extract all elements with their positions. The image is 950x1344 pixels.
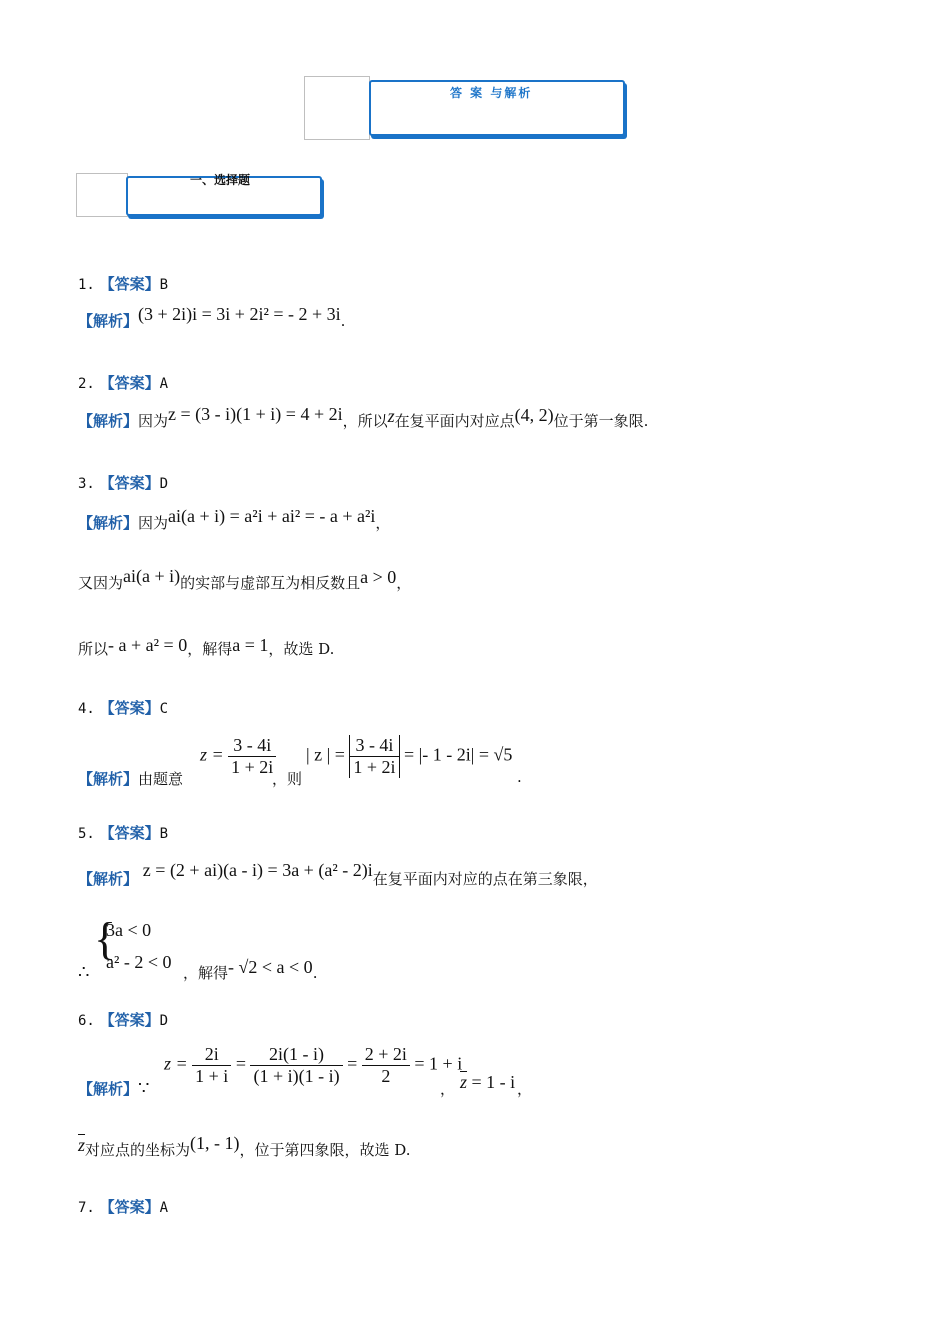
q6-fraction-1 bbox=[192, 1044, 231, 1087]
q5-brace: { bbox=[94, 913, 117, 964]
q3-l2-text-d: ， bbox=[396, 574, 412, 592]
q3-l3-text-d: ，故选 D. bbox=[268, 640, 335, 658]
q7-answer: A bbox=[159, 1200, 169, 1216]
q6-zbar: $\overline{z}$ bbox=[460, 1072, 468, 1092]
answer-label: 【答案】 bbox=[99, 699, 160, 717]
q6-l2-text-a: 对应点的坐标为 bbox=[85, 1141, 191, 1159]
q6-z-eq: z = bbox=[164, 1053, 188, 1074]
q5-solve-line bbox=[183, 957, 318, 983]
q3-l3-formula: - a + a² = 0 bbox=[108, 635, 188, 655]
q6-because: ∵ bbox=[138, 1078, 150, 1099]
q5-tail: . bbox=[312, 964, 318, 982]
q2-text-3: 在复平面内对应点 bbox=[394, 412, 515, 430]
q4-fraction bbox=[228, 735, 276, 778]
q1-tail: . bbox=[340, 312, 346, 330]
q6-comma-2: ， bbox=[517, 1080, 533, 1098]
q6-result: = 1 + i bbox=[414, 1053, 463, 1074]
q4-analysis-label bbox=[78, 768, 183, 789]
q1-answer: B bbox=[159, 277, 169, 293]
q3-l2-text-b: 的实部与虚部互为相反数且 bbox=[180, 574, 361, 592]
q3-answer-line bbox=[78, 472, 168, 493]
q2-number: 2. bbox=[78, 376, 95, 392]
q3-l3-sol: a = 1 bbox=[232, 635, 269, 655]
q1-formula: (3 + 2i)i = 3i + 2i² = - 2 + 3i bbox=[138, 304, 341, 324]
q6-eq-2: = bbox=[347, 1053, 358, 1074]
q3-line-2 bbox=[78, 566, 412, 593]
q3-l2-cond: a > 0 bbox=[360, 567, 397, 587]
q2-point: (4, 2) bbox=[514, 405, 554, 425]
q2-analysis-line bbox=[78, 404, 649, 431]
q6-number: 6. bbox=[78, 1013, 95, 1029]
q4-z-eq: z = bbox=[200, 744, 224, 765]
answer-label: 【答案】 bbox=[99, 824, 160, 842]
q4-denominator: 1 + 2i bbox=[231, 757, 274, 777]
header-title: 答 案 与解析 bbox=[450, 86, 533, 100]
q5-answer: B bbox=[159, 826, 169, 842]
q2-answer-line bbox=[78, 372, 168, 393]
q7-number: 7. bbox=[78, 1200, 95, 1216]
q6-answer: D bbox=[159, 1013, 169, 1029]
q2-formula: z = (3 - i)(1 + i) = 4 + 2i bbox=[168, 404, 343, 424]
answer-label: 【答案】 bbox=[99, 374, 160, 392]
q6-eq-1: = bbox=[235, 1053, 246, 1074]
answer-label: 【答案】 bbox=[99, 1011, 160, 1029]
q4-numerator-2: 3 - 4i bbox=[350, 735, 398, 757]
q6-l2-text-b: ，位于第四象限，故选 D. bbox=[239, 1141, 411, 1159]
q4-text-1: 由题意 bbox=[138, 770, 184, 788]
answer-label: 【答案】 bbox=[99, 474, 160, 492]
q6-f1-num: 2i bbox=[192, 1044, 231, 1066]
q3-number: 3. bbox=[78, 476, 95, 492]
q6-zbar-value: = 1 - i bbox=[471, 1072, 516, 1092]
q4-numerator: 3 - 4i bbox=[228, 735, 276, 757]
q3-l2-formula: ai(a + i) bbox=[123, 566, 181, 586]
q3-l3-text-a: 所以 bbox=[78, 640, 109, 658]
q6-f1-den: 1 + i bbox=[195, 1066, 229, 1086]
q6-conj-line bbox=[460, 1072, 515, 1093]
q5-text-1: 在复平面内对应的点在第三象限， bbox=[372, 870, 598, 888]
q6-f2-num: 2i(1 - i) bbox=[250, 1044, 342, 1066]
q3-text-1: 因为 bbox=[138, 514, 169, 532]
q2-text-4: 位于第一象限. bbox=[553, 412, 649, 430]
q4-denominator-2: 1 + 2i bbox=[353, 757, 396, 777]
q3-text-2: ， bbox=[375, 514, 391, 532]
q3-answer: D bbox=[159, 476, 169, 492]
q4-then: ，则 bbox=[272, 770, 303, 788]
q1-number: 1. bbox=[78, 277, 95, 293]
analysis-label: 【解析】 bbox=[78, 1080, 139, 1098]
q6-fraction-3 bbox=[362, 1044, 410, 1087]
q3-formula: ai(a + i) = a²i + ai² = - a + a²i bbox=[168, 506, 376, 526]
answer-label: 【答案】 bbox=[99, 1198, 160, 1216]
q4-answer: C bbox=[159, 701, 169, 717]
q3-l3-text-b: ，解得 bbox=[187, 640, 233, 658]
q5-formula: z = (2 + ai)(a - i) = 3a + (a² - 2)i bbox=[142, 860, 373, 880]
q4-abs-z: | z | = bbox=[306, 744, 345, 765]
q6-f3-num: 2 + 2i bbox=[362, 1044, 410, 1066]
q1-answer-line bbox=[78, 273, 168, 294]
q5-analysis-line bbox=[78, 860, 598, 889]
q2-text-1: 因为 bbox=[138, 412, 169, 430]
q5-therefore: ∴ bbox=[78, 962, 90, 983]
q5-answer-line bbox=[78, 822, 168, 843]
q6-fraction-2 bbox=[250, 1044, 342, 1087]
analysis-label: 【解析】 bbox=[78, 514, 139, 532]
q2-z: z bbox=[387, 406, 395, 426]
analysis-label: 【解析】 bbox=[78, 312, 139, 330]
q5-text-2: ，解得 bbox=[183, 964, 229, 982]
section-square bbox=[76, 173, 128, 217]
q5-number: 5. bbox=[78, 826, 95, 842]
q1-analysis-line bbox=[78, 304, 346, 331]
q6-answer-line bbox=[78, 1009, 168, 1030]
q6-f2-den: (1 + i)(1 - i) bbox=[253, 1066, 340, 1086]
q4-number: 4. bbox=[78, 701, 95, 717]
q5-solution: - √2 < a < 0 bbox=[228, 957, 313, 977]
q3-l2-text-a: 又因为 bbox=[78, 574, 124, 592]
q5-sys-2: a² - 2 < 0 bbox=[106, 952, 172, 972]
q6-l2-point: (1, - 1) bbox=[190, 1133, 240, 1153]
q4-tail: . bbox=[517, 768, 522, 786]
section-title: 一、选择题 bbox=[190, 173, 251, 187]
answer-label: 【答案】 bbox=[99, 275, 160, 293]
q6-analysis-label bbox=[78, 1078, 149, 1099]
q6-l2-zbar: $\overline{z}$ bbox=[78, 1135, 86, 1155]
q5-sys-1: 3a < 0 bbox=[106, 920, 152, 940]
q4-answer-line bbox=[78, 697, 168, 718]
analysis-label: 【解析】 bbox=[78, 870, 139, 888]
q3-line-3 bbox=[78, 635, 335, 659]
q6-comma: ， bbox=[440, 1080, 456, 1098]
q4-result: = |- 1 - 2i| = √5 bbox=[404, 744, 513, 765]
q6-formula bbox=[164, 1044, 462, 1087]
q2-answer: A bbox=[159, 376, 169, 392]
q6-line-2 bbox=[78, 1133, 411, 1160]
analysis-label: 【解析】 bbox=[78, 412, 139, 430]
q4-formula-1 bbox=[200, 735, 276, 778]
header-square bbox=[304, 76, 370, 140]
q2-text-2: ，所以 bbox=[342, 412, 388, 430]
q4-formula-2 bbox=[306, 735, 512, 778]
q6-f3-den: 2 bbox=[381, 1066, 391, 1086]
q4-abs-fraction bbox=[349, 735, 399, 778]
q3-analysis-line bbox=[78, 506, 391, 533]
q7-answer-line bbox=[78, 1196, 168, 1217]
analysis-label: 【解析】 bbox=[78, 770, 139, 788]
